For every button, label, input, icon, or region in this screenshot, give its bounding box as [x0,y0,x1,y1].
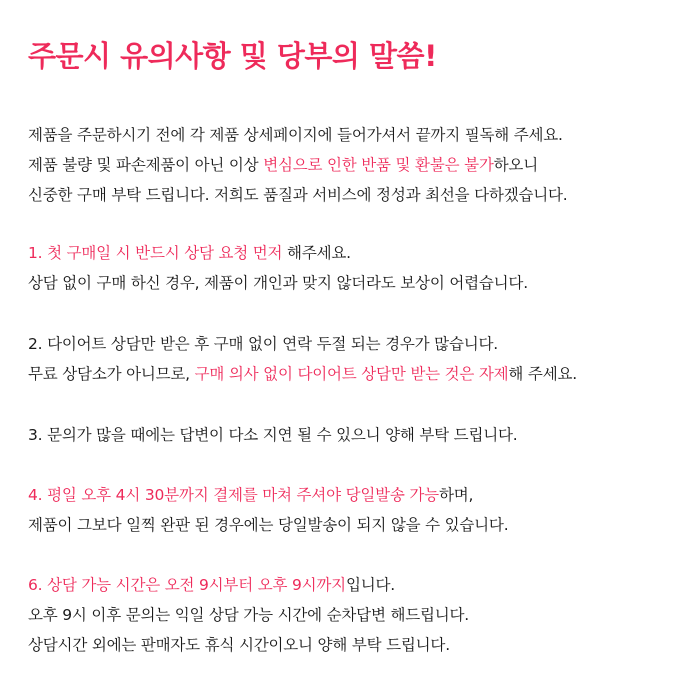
item-1-highlight: 첫 구매일 시 반드시 상담 요청 먼저 [47,244,283,262]
item-6-highlight: 상담 가능 시간은 오전 9시부터 오후 9시까지 [47,576,346,594]
item-1-line-1 [28,242,351,264]
item-6-line-1 [28,574,395,596]
item-4-number: 4. [28,486,48,504]
item-2-line-1: 2. 다이어트 상담만 받은 후 구매 없이 연락 두절 되는 경우가 많습니다. [28,335,498,353]
item-6-line-2: 오후 9시 이후 문의는 익일 상담 가능 시간에 순차답변 해드립니다. [28,606,470,624]
intro-highlight: 변심으로 인한 반품 및 환불은 불가 [263,156,494,174]
item-3-line-1: 3. 문의가 많을 때에는 답변이 다소 지연 될 수 있으니 양해 부탁 드립니다. [28,426,518,444]
intro-line-2 [28,154,538,176]
item-2-line-2 [28,363,577,385]
item-4-line-1 [28,484,473,506]
item-1-rest: 해주세요. [282,244,351,262]
page-title: 주문시 유의사항 및 당부의 말씀! [28,39,437,73]
item-2-highlight: 구매 의사 없이 다이어트 상담만 받는 것은 자제 [194,365,509,383]
item-4-highlight: 평일 오후 4시 30분까지 결제를 마쳐 주셔야 당일발송 가능 [47,486,439,504]
intro-line-2-text: 제품 불량 및 파손제품이 아닌 이상 [28,156,264,174]
item-2-line-2-end: 해 주세요. [508,365,577,383]
intro-line-2-end: 하오니 [493,156,538,174]
item-1-line-2: 상담 없이 구매 하신 경우, 제품이 개인과 맞지 않더라도 보상이 어렵습니다. [28,274,528,292]
item-6-rest: 입니다. [345,576,395,594]
intro-line-3: 신중한 구매 부탁 드립니다. 저희도 품질과 서비스에 정성과 최선을 다하겠습니다. [28,186,568,204]
item-6-number: 6. [28,576,48,594]
item-4-line-2: 제품이 그보다 일찍 완판 된 경우에는 당일발송이 되지 않을 수 있습니다. [28,516,509,534]
item-1-number: 1. [28,244,48,262]
item-6-line-3: 상담시간 외에는 판매자도 휴식 시간이오니 양해 부탁 드립니다. [28,636,450,654]
item-4-rest: 하며, [438,486,474,504]
intro-line-1: 제품을 주문하시기 전에 각 제품 상세페이지에 들어가셔서 끝까지 필독해 주세요. [28,126,563,144]
item-2-line-2-text: 무료 상담소가 아니므로, [28,365,195,383]
